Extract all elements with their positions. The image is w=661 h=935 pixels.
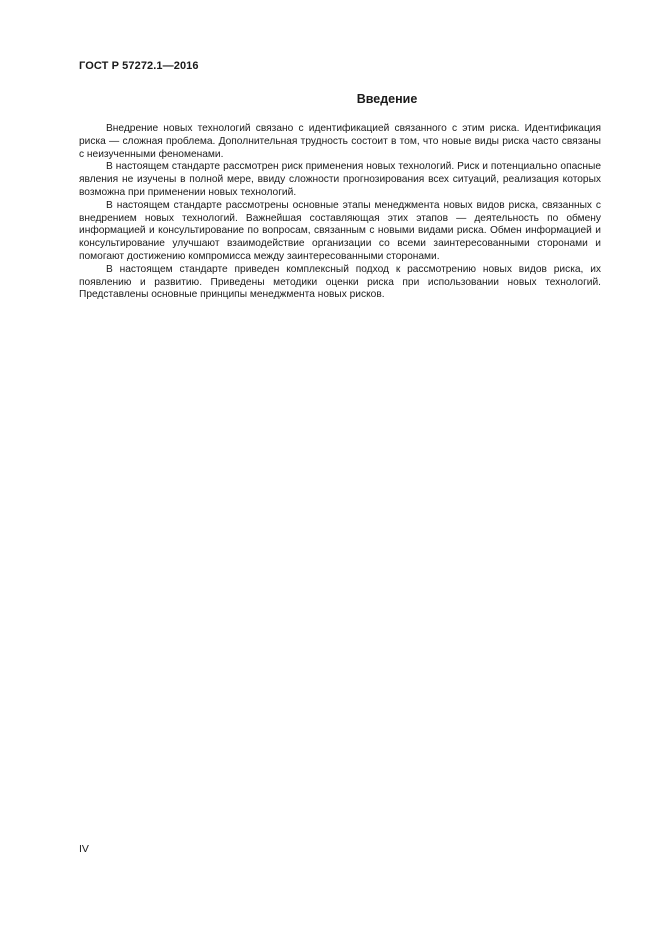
paragraph-4: В настоящем стандарте приведен комплексный подход к рассмотрению новых видов риска, их появлению и развитию. Приведены методики оценки риска при использовании новых технологий. Представлены основные принципы менеджмента новых рисков.: [79, 263, 601, 301]
page-number: IV: [79, 843, 89, 855]
paragraph-1: Внедрение новых технологий связано с идентификацией связанного с этим риска. Идентификация риска — сложная проблема. Дополнительная трудность состоит в том, что новые виды риска часто связаны с неизученными феноменами.: [79, 123, 601, 160]
paragraph-3: В настоящем стандарте рассмотрены основные этапы менеджмента новых видов риска, связанных с внедрением новых технологий. Важнейшая составляющая этих этапов — деятельность по обмену информацией и консультирование по вопросам, связанным с новыми видами риска. Обмен информацией и консультирование улучшают взаимодействие организации со всеми заинтересованными сторонами и помогают достижению компромисса между заинтересованными сторонами.: [79, 199, 601, 262]
section-title: Введение: [356, 92, 418, 106]
paragraph-2: В настоящем стандарте рассмотрен риск применения новых технологий. Риск и потенциально опасные явления не изучены в полной мере, ввиду сложности прогнозирования всех ситуаций, реализация которых возможна при применении новых технологий.: [79, 161, 601, 198]
body-text: [79, 123, 601, 302]
standard-header: ГОСТ Р 57272.1—2016: [79, 60, 199, 72]
